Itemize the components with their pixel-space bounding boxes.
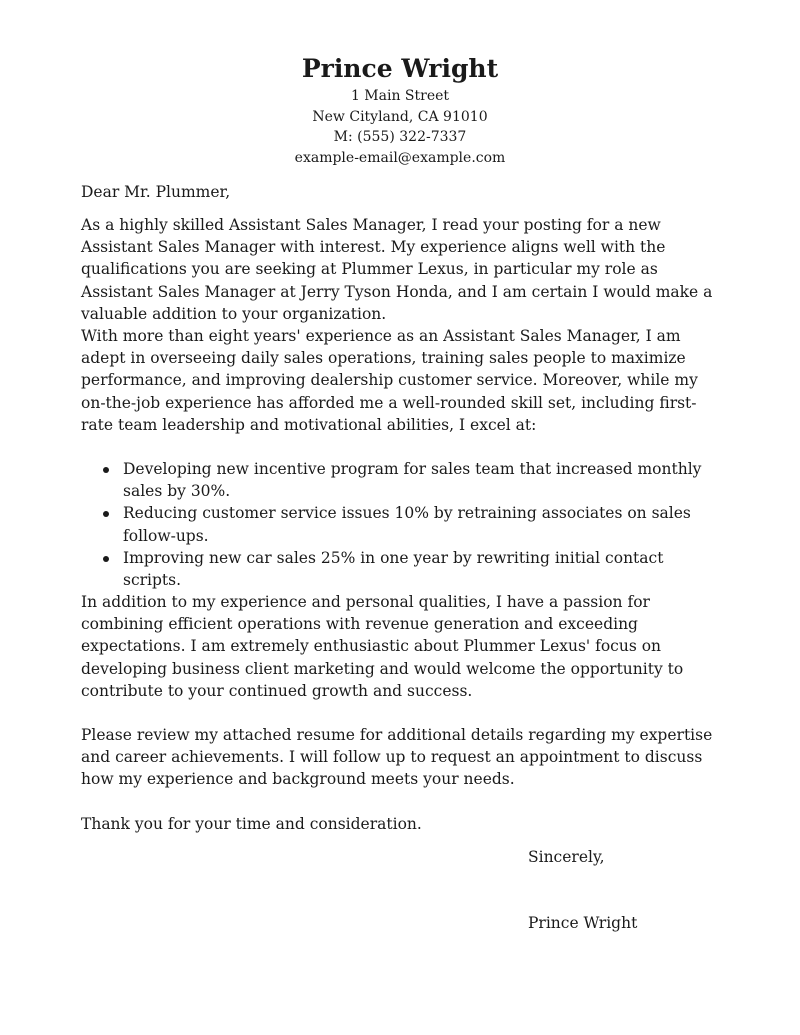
achievements-list: [81, 458, 721, 591]
sender-phone: M: (555) 322-7337: [333, 129, 467, 145]
list-item: [81, 502, 721, 546]
list-item: [81, 547, 721, 591]
bullet-icon: [103, 467, 109, 473]
signature-name: Prince Wright: [528, 914, 638, 932]
closing: Sincerely,: [528, 848, 605, 866]
sender-city: New Cityland, CA 91010: [312, 108, 488, 125]
sender-name: Prince Wright: [301, 54, 499, 83]
paragraph-thanks: Thank you for your time and consideration.: [81, 815, 422, 833]
sender-email: example-email@example.com: [294, 149, 506, 166]
paragraph-intro: As a highly skilled Assistant Sales Manager, I read your posting for a new Assistant Sales Manager with interest. My experience aligns well with the qualifications you are seeking at Plummer Lexus, in particular my role as Assistant Sales Manager at Jerry Tyson Honda, and I am certain I would make a valuable addition to your organization.: [81, 216, 713, 323]
list-item: [81, 458, 721, 502]
sender-street: 1 Main Street: [350, 88, 450, 104]
bullet-icon: [103, 511, 109, 517]
paragraph-passion: In addition to my experience and personal qualities, I have a passion for combining efficient operations with revenue generation and exceeding expectations. I am extremely enthusiastic about Plummer Lexus' focus on developing business client marketing and would welcome the opportunity to contribute to your continued growth and success.: [81, 593, 684, 700]
list-item-text: Reducing customer service issues 10% by retraining associates on sales follow-ups.: [123, 504, 691, 545]
paragraph-experience: With more than eight years' experience as an Assistant Sales Manager, I am adept in overseeing daily sales operations, training sales people to maximize performance, and improving dealership customer service. Moreover, while my on-the-job experience has afforded me a well-rounded skill set, including first-rate team leadership and motivational abilities, I excel at:: [81, 327, 698, 434]
bullet-icon: [103, 556, 109, 562]
list-item-text: Improving new car sales 25% in one year by rewriting initial contact scripts.: [123, 548, 664, 590]
list-item-text: Developing new incentive program for sales team that increased monthly sales by 30%.: [123, 460, 702, 501]
salutation: Dear Mr. Plummer,: [81, 183, 231, 201]
letter-header: [0, 52, 800, 168]
paragraph-follow-up: Please review my attached resume for additional details regarding my expertise and career achievements. I will follow up to request an appointment to discuss how my experience and background meets your needs.: [81, 726, 713, 789]
